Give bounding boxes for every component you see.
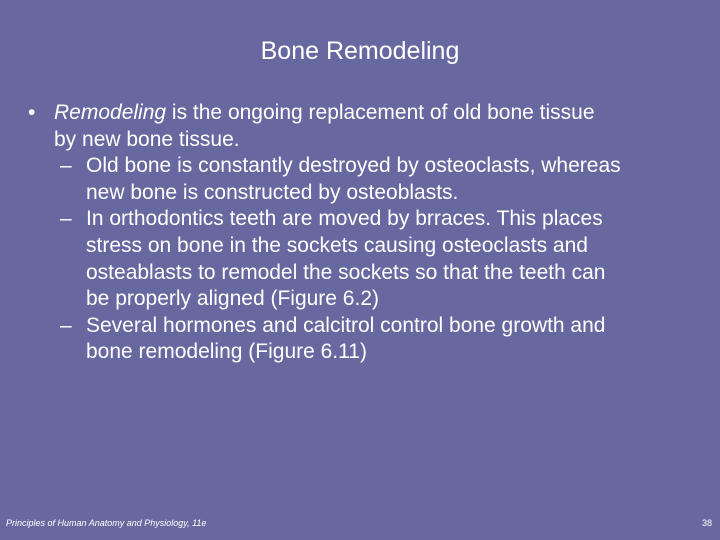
sub-bullet-line: new bone is constructed by osteoblasts. (86, 180, 459, 204)
bullet-line: by new bone tissue. (54, 127, 240, 151)
emphasis-term: Remodeling (54, 101, 167, 124)
sub-bullet-line: stress on bone in the sockets causing osteoclasts and (86, 233, 588, 257)
page-number: 38 (701, 518, 712, 528)
sub-bullet-marker: – (60, 154, 72, 178)
sub-bullet-line: osteablasts to remodel the sockets so that the teeth can (86, 260, 606, 284)
sub-bullet-line: In orthodontics teeth are moved by brraces. This places (86, 207, 603, 231)
sub-bullet-line: bone remodeling (Figure 6.11) (86, 340, 367, 364)
sub-bullet-line: be properly aligned (Figure 6.2) (86, 287, 379, 311)
sub-bullet-item (28, 153, 708, 206)
sub-bullet-item (28, 206, 708, 312)
sub-bullet-marker: – (60, 207, 72, 231)
bullet-item (28, 100, 708, 153)
slide-title: Bone Remodeling (260, 37, 460, 65)
sub-bullet-line: Several hormones and calcitrol control bone growth and (86, 313, 606, 337)
sub-bullet-marker: – (60, 313, 72, 337)
sub-bullet-line: Old bone is constantly destroyed by osteoclasts, whereas (86, 154, 621, 178)
bullet-line (54, 100, 708, 127)
footer-source: Principles of Human Anatomy and Physiology, 11e (6, 518, 207, 528)
sub-bullet-item (28, 313, 708, 366)
bullet-text: is the ongoing replacement of old bone tissue (166, 101, 595, 124)
bullet-list (28, 100, 708, 366)
bullet-marker: • (28, 101, 36, 124)
